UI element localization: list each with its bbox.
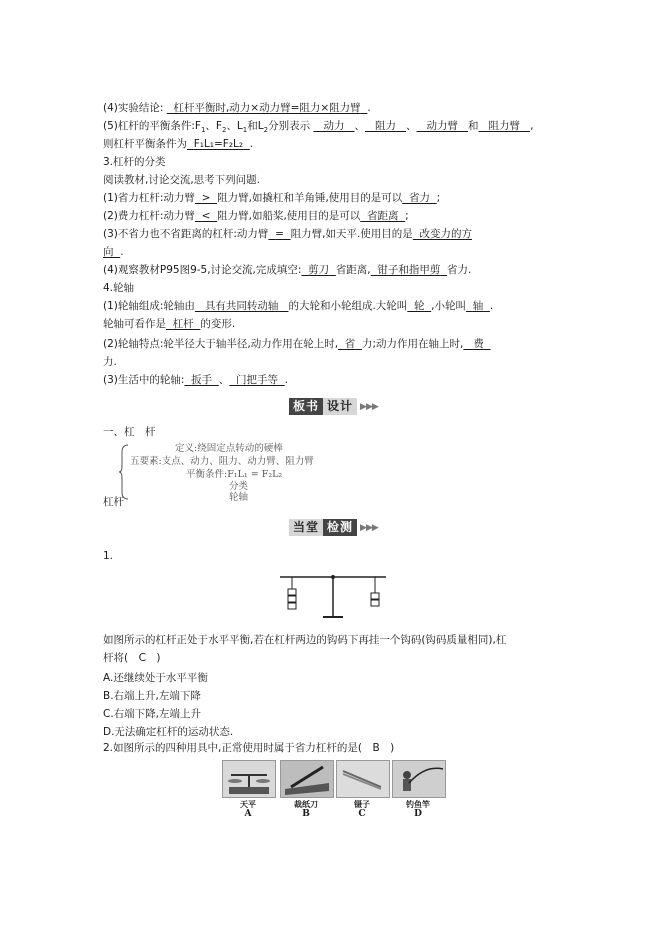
answer-blank: 阻力臂 [488, 120, 521, 132]
board-line-elements: 五要素:支点、动力、阻力、动力臂、阻力臂 [130, 456, 314, 467]
answer-blank: 剪刀 [308, 264, 330, 276]
answer-blank: 省力 [408, 192, 430, 204]
wheel-line-3: (3)生活中的轮轴: 扳手 、 门把手等 . [103, 374, 289, 386]
answer-blank: 门把手等 [235, 374, 278, 386]
answer-blank: = [275, 228, 284, 240]
answer-blank: 费 [473, 338, 484, 350]
item-name-d: 钓鱼竿 [406, 800, 430, 809]
answer-blank: 具有共同转动轴 [204, 300, 279, 312]
answer-blank: 扳手 [191, 374, 213, 386]
option-c: C.右端下降,左端上升 [103, 708, 202, 720]
board-line-classification: 分类 [229, 481, 249, 492]
answer-blank: 轴 [472, 300, 484, 312]
item-letter-d: D [414, 809, 422, 819]
board-line-definition: 定义:绕固定点转动的硬棒 [175, 443, 283, 454]
formula-blank: F₁L₁=F₂L₂ [193, 138, 244, 150]
balance-photo [222, 760, 276, 798]
question-stem: 如图所示的杠杆正处于水平平衡,若在杠杆两边的钩码下再挂一个钩码(钩码质量相同),杠 [103, 634, 507, 646]
answer-blank: 省距离 [366, 210, 399, 222]
wheel-line-1: (1)轮轴组成:轮轴由 具有共同转动轴 的大轮和小轮组成.大轮叫 轮 ,小轮叫 轴 . [103, 300, 494, 312]
answer-blank: 向 [103, 246, 114, 258]
board-line-condition: 平衡条件:F₁L₁ = F₂L₂ [186, 469, 283, 480]
question-stem-cont: 杆将( C ) [103, 652, 161, 664]
answer-blank: 省 [344, 338, 356, 350]
brace-icon [118, 444, 130, 500]
answer-blank: 钳子和指甲剪 [377, 264, 441, 276]
item-name-a: 天平 [240, 800, 256, 809]
wheel-line-2b: 力. [103, 356, 117, 368]
paper-cutter-photo [280, 760, 334, 798]
arrow-icon: ▶▶▶ [360, 522, 378, 533]
answer-blank: 动力 [323, 120, 345, 132]
item-letter-b: B [302, 809, 310, 819]
answer-blank: 动力臂 [426, 120, 459, 132]
wheel-line-2: (2)轮轴特点:轮半径大于轴半径,动力作用在轮上时, 省 力;动力作用在轴上时, 费 [103, 336, 491, 352]
answer-blank: 阻力 [374, 120, 396, 132]
option-d: D.无法确定杠杆的运动状态. [103, 726, 234, 738]
wheel-line-1b: 轮轴可看作是 杠杆 的变形. [103, 318, 236, 330]
balance-condition-line: (5)杠杆的平衡条件$:F_1$、$F_2$、$L_1$和$L_2$分别表示 动力 、 阻力 、 动力臂 和 阻力臂 , [103, 120, 534, 135]
option-a: A.还继续处于水平平衡 [103, 672, 208, 684]
class-line-2: (2)费力杠杆:动力臂 < 阻力臂,如船桨,使用目的是可以 省距离 ; [103, 210, 409, 222]
question-number: 1. [103, 550, 114, 562]
class-test-banner: 当堂 检测 ▶▶▶ [289, 519, 378, 536]
item-letter-c: C [358, 809, 366, 819]
fishing-rod-photo [392, 760, 446, 798]
tweezers-photo [336, 760, 390, 798]
board-line-wheel: 轮轴 [229, 492, 249, 503]
balance-condition-line2: 则杠杆平衡条件为 F₁L₁=F₂L₂ . [103, 138, 254, 150]
conclusion-line: (4)实验结论: 杠杆平衡时,动力×动力臂=阻力×阻力臂 . [103, 102, 371, 114]
section-title: 3.杠杆的分类 [103, 156, 166, 168]
section-intro: 阅读教材,讨论交流,思考下列问题. [103, 174, 261, 186]
item-letter-a: A [244, 809, 252, 819]
option-b: B.右端上升,左端下降 [103, 690, 201, 702]
board-design-banner: 板书 设计 ▶▶▶ [289, 398, 378, 415]
question-2-stem: 2.如图所示的四种用具中,正常使用时属于省力杠杆的是( B ) [103, 742, 395, 754]
class-line-1: (1)省力杠杆:动力臂 > 阻力臂,如撬杠和羊角锤,使用目的是可以 省力 ; [103, 192, 441, 204]
answer-blank: < [201, 210, 211, 222]
class-line-3-cont: 向 . [103, 246, 124, 258]
board-section-title: 一、杠 杆 [103, 426, 156, 438]
class-line-3: (3)不省力也不省距离的杠杆:动力臂 = 阻力臂,如天平.使用目的是 改变力的方 [103, 228, 472, 240]
answer-blank: 杠杆平衡时,动力×动力臂=阻力×阻力臂 [173, 102, 361, 114]
answer-blank: 改变力的方 [419, 228, 472, 240]
board-root: 杠杆 [103, 496, 124, 508]
lever-diagram [270, 567, 396, 619]
section-title: 4.轮轴 [103, 282, 135, 294]
answer-blank: > [201, 192, 211, 204]
arrow-icon: ▶▶▶ [360, 401, 378, 412]
item-name-b: 裁纸刀 [294, 800, 318, 809]
answer-blank: 杠杆 [172, 318, 194, 330]
class-line-4: (4)观察教材P95图9-5,讨论交流,完成填空: 剪刀 省距离, 钳子和指甲剪 省力. [103, 264, 472, 276]
item-name-c: 镊子 [354, 800, 370, 809]
answer-blank: 轮 [413, 300, 425, 312]
